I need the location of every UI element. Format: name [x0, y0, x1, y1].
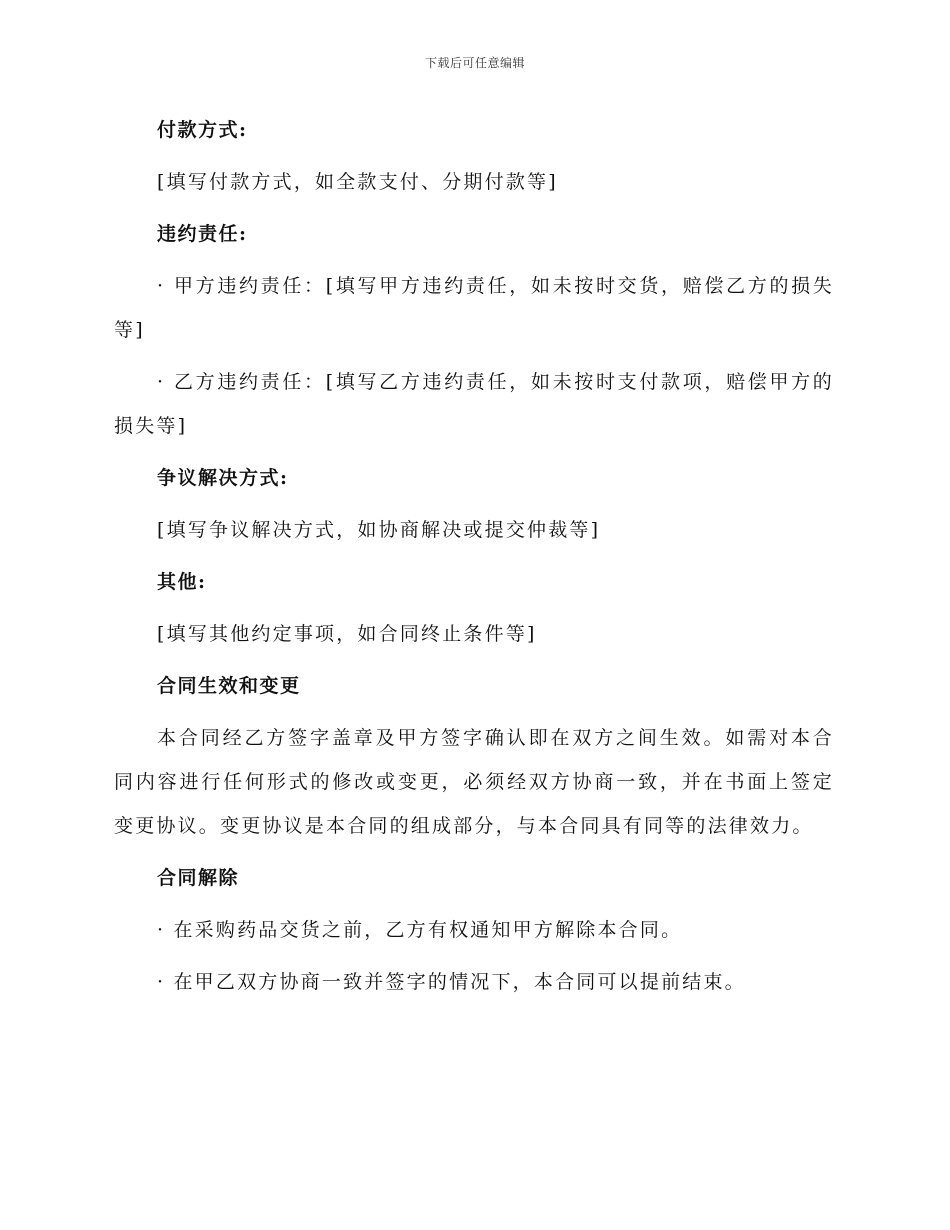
- other-heading: 其他:: [157, 571, 207, 593]
- payment-heading: 付款方式:: [157, 119, 248, 141]
- effect-heading: 合同生效和变更: [157, 675, 301, 697]
- effect-text: 本合同经乙方签字盖章及甲方签字确认即在双方之间生效。如需对本合同内容进行任何形式的修改或变更，必须经双方协商一致，并在书面上签定变更协议。变更协议是本合同的组成部分，与本合同具有同等的法律效力。: [114, 727, 834, 837]
- dispute-text: [填写争议解决方式，如协商解决或提交仲裁等]: [157, 519, 601, 541]
- page-header: 下载后可任意编辑: [424, 56, 525, 70]
- other-text: [填写其他约定事项，如合同终止条件等]: [157, 623, 537, 645]
- termination-heading: 合同解除: [157, 867, 240, 889]
- liability-heading: 违约责任:: [157, 223, 248, 245]
- dispute-heading: 争议解决方式:: [157, 467, 289, 489]
- document-body: [114, 108, 834, 1012]
- party-a-liability: · 甲方违约责任：[填写甲方违约责任，如未按时交货，赔偿乙方的损失等]: [114, 275, 834, 341]
- party-b-liability: · 乙方违约责任：[填写乙方违约责任，如未按时支付款项，赔偿甲方的损失等]: [114, 371, 834, 437]
- termination-item-2: · 在甲乙双方协商一致并签字的情况下，本合同可以提前结束。: [157, 971, 746, 993]
- payment-text: [填写付款方式，如全款支付、分期付款等]: [157, 171, 558, 193]
- termination-item-1: · 在采购药品交货之前，乙方有权通知甲方解除本合同。: [157, 919, 683, 941]
